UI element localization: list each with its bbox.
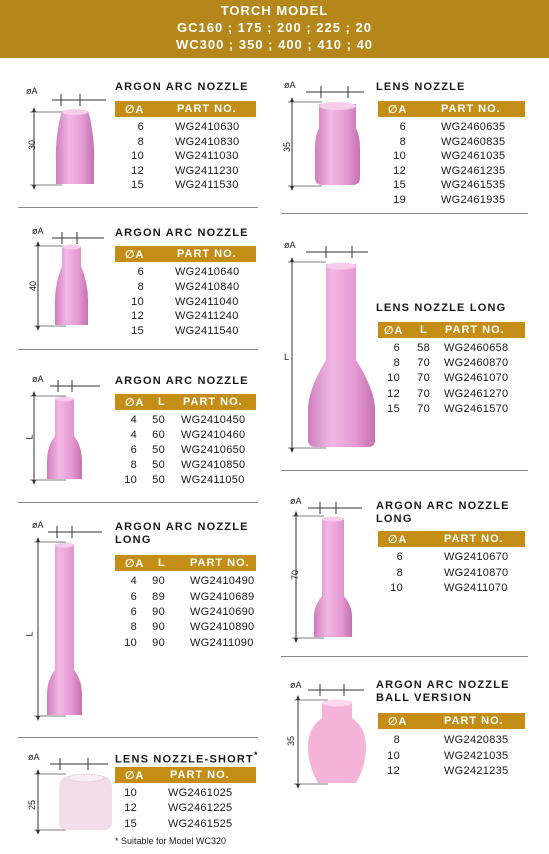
table-row — [115, 136, 256, 150]
table-cell: 90 — [152, 637, 165, 649]
col-length: L — [158, 557, 166, 569]
table-cell: 4 — [130, 414, 137, 426]
section-title-line1: ARGON ARC NOZZLE — [376, 500, 510, 512]
table-cell: WG2411090 — [190, 637, 254, 649]
table-cell: 70 — [417, 403, 430, 415]
table-row — [115, 296, 256, 310]
dimension-label-length: L — [24, 631, 35, 637]
col-part: PART NO. — [441, 103, 501, 115]
table-cell: 8 — [396, 567, 403, 579]
section-title-line2: BALL VERSION — [376, 692, 473, 704]
table-cell: 8 — [393, 734, 400, 746]
table-cell: 89 — [152, 591, 165, 603]
table-cell: 19 — [393, 194, 406, 206]
table-cell: WG2411530 — [175, 179, 239, 191]
table-cell: 90 — [152, 575, 165, 587]
table-row — [115, 575, 256, 589]
divider — [281, 213, 528, 214]
table-cell: WG2411070 — [444, 582, 508, 594]
table-row — [378, 582, 525, 596]
table-cell: WG2461535 — [441, 179, 506, 191]
table-cell: 12 — [387, 765, 400, 777]
table-cell: 10 — [124, 787, 137, 799]
table-row — [115, 459, 256, 473]
table-cell: WG2410830 — [175, 136, 240, 148]
section-title: LENS NOZZLE LONG — [376, 302, 507, 314]
nozzle-image-argon-long — [22, 520, 114, 724]
table-cell: WG2410689 — [190, 591, 255, 603]
col-part: PART NO. — [170, 769, 230, 781]
table-header — [115, 394, 256, 410]
table-cell: 70 — [417, 388, 430, 400]
table-row — [115, 444, 256, 458]
dimension-label-height: 35 — [286, 735, 297, 747]
dimension-label-height: 40 — [28, 280, 39, 292]
table-cell: WG2410640 — [175, 266, 240, 278]
table-cell: WG2411540 — [175, 325, 239, 337]
col-length: L — [420, 324, 428, 336]
table-cell: 8 — [399, 136, 406, 148]
dimension-label-height: 30 — [27, 139, 38, 151]
col-dia: ∅A — [384, 325, 404, 337]
table-row — [115, 121, 256, 135]
table-cell: 8 — [137, 281, 144, 293]
nozzle-image-argon-l — [22, 374, 114, 486]
dimension-label-dia: øA — [32, 374, 44, 384]
table-cell: WG2461035 — [441, 150, 506, 162]
table-cell: WG2410650 — [181, 444, 246, 456]
table-cell: WG2410630 — [175, 121, 240, 133]
table-cell: 10 — [131, 296, 144, 308]
table-row — [378, 403, 525, 417]
table-row — [115, 606, 256, 620]
table-row — [115, 818, 256, 832]
dimension-label-length: L — [24, 434, 35, 440]
section-title: LENS NOZZLE — [376, 81, 466, 93]
table-cell: WG2410840 — [175, 281, 240, 293]
dimension-label-dia: øA — [284, 240, 296, 250]
table-header — [378, 531, 525, 547]
table-cell: WG2460870 — [444, 357, 509, 369]
table-cell: WG2460658 — [444, 342, 509, 354]
dimension-label-dia: øA — [32, 520, 44, 530]
table-row — [378, 567, 525, 581]
table-row — [378, 150, 525, 164]
section-title-line2: LONG — [115, 534, 152, 546]
table-cell: WG2461525 — [168, 818, 233, 830]
table-cell: 50 — [152, 459, 165, 471]
table-cell: 12 — [393, 165, 406, 177]
table-cell: 6 — [137, 266, 144, 278]
section-title: ARGON ARC NOZZLE — [115, 81, 249, 93]
section-title-line1: ARGON ARC NOZZLE — [115, 521, 249, 533]
table-cell: 8 — [130, 621, 137, 633]
table-cell: 6 — [396, 551, 403, 563]
section-title-line2: LONG — [376, 513, 413, 525]
section-title-line1: ARGON ARC NOZZLE — [376, 679, 510, 691]
table-row — [378, 372, 525, 386]
table-cell: 10 — [124, 637, 137, 649]
col-part: PART NO. — [177, 248, 237, 260]
table-cell: 6 — [393, 342, 400, 354]
divider — [18, 502, 258, 503]
table-cell: 4 — [130, 429, 137, 441]
table-cell: 12 — [131, 310, 144, 322]
table-row — [115, 621, 256, 635]
table-cell: WG2410870 — [444, 567, 509, 579]
header-banner — [0, 0, 549, 58]
table-cell: 10 — [390, 582, 403, 594]
table-row — [378, 121, 525, 135]
dimension-label-length: L — [284, 352, 290, 362]
section-title-text: LENS NOZZLE-SHORT — [115, 753, 254, 766]
table-cell: WG2411040 — [175, 296, 239, 308]
table-row — [378, 136, 525, 150]
divider — [281, 470, 528, 471]
table-cell: WG2410690 — [190, 606, 255, 618]
header-models-line1: GC160 ; 175 ; 200 ; 225 ; 20 — [177, 20, 372, 35]
table-cell: WG2460835 — [441, 136, 506, 148]
table-header — [115, 767, 256, 783]
dimension-label-height: 35 — [282, 141, 293, 153]
dimension-label-dia: øA — [290, 496, 302, 506]
table-cell: WG2461025 — [168, 787, 233, 799]
table-cell: 15 — [387, 403, 400, 415]
table-header — [115, 555, 256, 571]
table-header — [378, 713, 525, 729]
table-cell: WG2411030 — [175, 150, 239, 162]
table-header — [115, 246, 256, 262]
header-models-line2: WC300 ; 350 ; 400 ; 410 ; 40 — [175, 37, 374, 52]
table-cell: 15 — [124, 818, 137, 830]
divider — [18, 207, 258, 208]
table-row — [378, 388, 525, 402]
dimension-label-dia: øA — [32, 226, 44, 236]
table-cell: WG2461225 — [168, 802, 233, 814]
table-cell: 8 — [137, 136, 144, 148]
table-cell: 50 — [152, 474, 165, 486]
divider — [281, 656, 528, 657]
table-cell: WG2461270 — [444, 388, 509, 400]
table-row — [378, 357, 525, 371]
table-cell: 15 — [131, 179, 144, 191]
table-cell: WG2410670 — [444, 551, 509, 563]
dimension-label-dia: øA — [284, 80, 296, 90]
col-dia: ∅A — [125, 249, 145, 261]
col-part: PART NO. — [183, 396, 243, 408]
table-row — [378, 165, 525, 179]
table-cell: WG2460635 — [441, 121, 506, 133]
table-cell: 6 — [130, 444, 137, 456]
nozzle-image-lens-long — [280, 240, 376, 454]
table-row — [115, 310, 256, 324]
col-dia: ∅A — [125, 770, 145, 782]
dimension-label-dia: øA — [28, 752, 40, 762]
table-row — [378, 342, 525, 356]
table-row — [378, 765, 525, 779]
nozzle-image-lens — [280, 80, 372, 192]
table-cell: 4 — [130, 575, 137, 587]
section-title: ARGON ARC NOZZLE — [115, 375, 249, 387]
table-cell: 90 — [152, 621, 165, 633]
col-part: PART NO. — [444, 715, 504, 727]
col-dia: ∅A — [125, 397, 145, 409]
table-row — [115, 591, 256, 605]
table-cell: 50 — [152, 444, 165, 456]
dimension-label-height: 70 — [290, 569, 301, 581]
col-dia: ∅A — [388, 534, 408, 546]
section-title — [115, 521, 249, 547]
table-cell: WG2411230 — [175, 165, 239, 177]
header-title: TORCH MODEL — [220, 3, 329, 18]
table-cell: 12 — [387, 388, 400, 400]
table-cell: 90 — [152, 606, 165, 618]
table-row — [378, 734, 525, 748]
table-cell: 6 — [130, 606, 137, 618]
table-cell: 6 — [137, 121, 144, 133]
table-row — [115, 414, 256, 428]
table-cell: 15 — [393, 179, 406, 191]
col-dia: ∅A — [125, 558, 145, 570]
table-cell: 58 — [417, 342, 430, 354]
table-cell: WG2410850 — [181, 459, 246, 471]
table-cell: 12 — [131, 165, 144, 177]
table-header — [378, 322, 525, 338]
table-cell: WG2461570 — [444, 403, 509, 415]
table-cell: WG2421035 — [444, 750, 509, 762]
table-row — [115, 325, 256, 339]
table-cell: 10 — [387, 750, 400, 762]
table-row — [115, 429, 256, 443]
table-row — [115, 637, 256, 651]
table-cell: 60 — [152, 429, 165, 441]
col-dia: ∅A — [388, 716, 408, 728]
table-row — [115, 474, 256, 488]
table-cell: WG2420835 — [444, 734, 509, 746]
section-title — [115, 749, 259, 767]
table-cell: 10 — [124, 474, 137, 486]
table-row — [115, 281, 256, 295]
nozzle-image-lens-short — [22, 752, 114, 834]
table-cell: WG2410890 — [190, 621, 255, 633]
table-row — [378, 750, 525, 764]
table-cell: 70 — [417, 357, 430, 369]
col-length: L — [158, 396, 166, 408]
dimension-label-height: 25 — [27, 799, 38, 811]
table-cell: WG2461935 — [441, 194, 506, 206]
table-row — [115, 787, 256, 801]
col-part: PART NO. — [177, 103, 237, 115]
section-title: ARGON ARC NOZZLE — [115, 227, 249, 239]
table-row — [115, 150, 256, 164]
table-cell: 70 — [417, 372, 430, 384]
table-row — [378, 179, 525, 193]
divider — [18, 349, 258, 350]
table-row — [115, 802, 256, 816]
table-cell: 10 — [393, 150, 406, 162]
table-cell: 10 — [131, 150, 144, 162]
table-row — [378, 551, 525, 565]
table-cell: 50 — [152, 414, 165, 426]
table-cell: 8 — [130, 459, 137, 471]
table-row — [115, 179, 256, 193]
table-header — [115, 101, 256, 117]
table-row — [115, 165, 256, 179]
table-cell: WG2411240 — [175, 310, 239, 322]
table-row — [378, 194, 525, 208]
divider — [18, 737, 258, 738]
table-header — [378, 101, 525, 117]
table-cell: 10 — [387, 372, 400, 384]
table-cell: WG2410450 — [181, 414, 246, 426]
table-cell: 6 — [399, 121, 406, 133]
col-dia: ∅A — [388, 104, 408, 116]
table-cell: 8 — [393, 357, 400, 369]
table-cell: WG2411050 — [181, 474, 245, 486]
table-cell: WG2461070 — [444, 372, 509, 384]
table-cell: WG2410460 — [181, 429, 246, 441]
asterisk-mark: * — [253, 750, 259, 760]
table-cell: WG2461235 — [441, 165, 506, 177]
dimension-label-dia: øA — [290, 680, 302, 690]
footnote: * Suitable for Model WC320 — [115, 836, 227, 846]
col-part: PART NO. — [445, 324, 505, 336]
col-dia: ∅A — [125, 104, 145, 116]
col-part: PART NO. — [190, 557, 250, 569]
table-cell: WG2421235 — [444, 765, 509, 777]
table-cell: 12 — [124, 802, 137, 814]
col-part: PART NO. — [444, 533, 504, 545]
table-cell: 6 — [130, 591, 137, 603]
section-title — [376, 679, 510, 705]
section-title — [376, 500, 510, 526]
table-row — [115, 266, 256, 280]
table-cell: 15 — [131, 325, 144, 337]
dimension-label-dia: øA — [26, 86, 38, 96]
table-cell: WG2410490 — [190, 575, 255, 587]
